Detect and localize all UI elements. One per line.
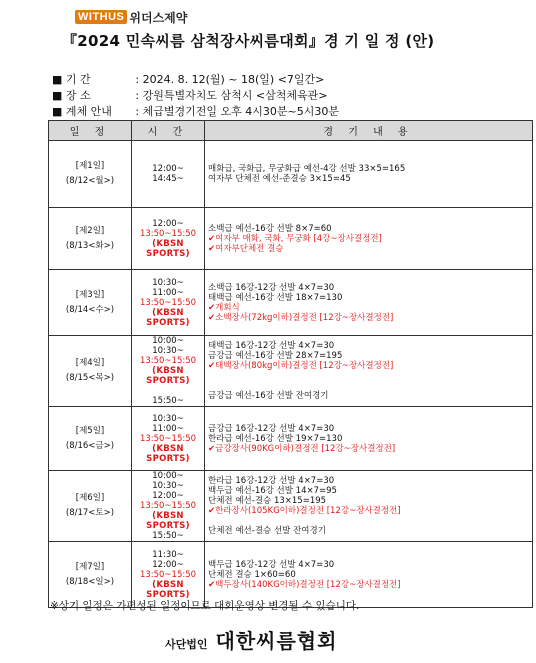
time-slot: 10:30~ [152, 277, 184, 288]
time-slot: 13:50~15:50 [139, 228, 197, 239]
table-row [49, 336, 533, 407]
time-cell [132, 141, 205, 208]
check-icon: ✔ [208, 302, 216, 313]
event-text: 소백장사(72kg이하)결정전 [12강~장사결정전] [215, 312, 394, 323]
spacer [132, 386, 204, 396]
event-text: 한라급 16강-12강 선발 4×7=30 [208, 476, 335, 486]
info-weighin [52, 103, 339, 119]
content-cell [205, 336, 533, 407]
event-line [208, 244, 532, 254]
event-line [208, 341, 532, 351]
day-label: [제4일] [75, 358, 105, 368]
logo-brand: WITHUS [75, 10, 127, 24]
day-date: (8/12<월>) [65, 176, 115, 186]
event-text: 한라장사(105KG이하)결정전 [12강~장사결정전] [215, 506, 401, 516]
footer [165, 625, 337, 654]
day-cell [49, 141, 132, 208]
event-line [208, 283, 532, 293]
time-cell [132, 270, 205, 336]
info-period [52, 71, 324, 87]
page-title: 『2024 민속씨름 삼척장사씨름대회』경 기 일 정 (안) [62, 32, 435, 50]
event-text: 금강급 16강-12강 선발 4×7=30 [208, 423, 335, 434]
footer-org-type: 사단법인 [165, 638, 208, 651]
table-row [49, 407, 533, 471]
table-row [49, 471, 533, 542]
footer-org-name: 대한씨름협회 [215, 629, 338, 653]
day-label: [제1일] [75, 161, 105, 171]
check-icon: ✔ [208, 233, 216, 244]
day-cell [49, 270, 132, 336]
info-value: : 체급별경기전일 오후 4시30분~5시30분 [135, 105, 339, 118]
event-line [208, 361, 532, 371]
info-label: 기 간 [65, 73, 91, 86]
event-text: 소백급 예선-16강 선발 8×7=60 [208, 223, 332, 234]
content-cell [205, 471, 533, 542]
time-slot: 11:00~ [152, 287, 184, 298]
time-slot: 10:30~ [152, 413, 184, 424]
logo [75, 6, 187, 28]
disclaimer-note: ※상기 일정은 가편성된 일정이므로 대회운영상 변경될 수 있습니다. [50, 600, 360, 612]
event-text: 단체전 결승 1×60=60 [208, 569, 296, 580]
event-line [208, 506, 532, 516]
day-label: [제2일] [75, 225, 105, 236]
event-line [208, 164, 532, 174]
broadcast-label: (KBSN SPORTS) [146, 443, 190, 464]
time-slot: 12:00~ [152, 164, 184, 174]
day-label: [제3일] [75, 289, 105, 300]
table-row [49, 270, 533, 336]
time-slot: 13:50~15:50 [139, 501, 197, 511]
event-line [208, 526, 532, 536]
time-slot: 12:00~ [152, 559, 184, 570]
day-label: [제7일] [75, 561, 105, 572]
event-text: 태백급 16강-12강 선발 4×7=30 [208, 341, 335, 351]
info-value: : 강원특별자치도 삼척시 <삼척체육관> [135, 89, 328, 102]
day-date: (8/14<수>) [65, 304, 115, 315]
check-icon: ✔ [208, 312, 216, 323]
day-cell [49, 208, 132, 270]
event-text: 백두장사(140KG이하)결정전 [12강~장사결정전] [215, 579, 401, 590]
event-text: 백두급 예선-16강 선발 14×7=95 [208, 486, 337, 496]
event-line [208, 174, 532, 184]
event-text: 매화급, 국화급, 무궁화급 예선-4강 선발 33×5=165 [208, 164, 406, 174]
event-text: 백두급 16강-12강 선발 4×7=30 [208, 559, 335, 570]
time-cell [132, 407, 205, 471]
event-line [208, 560, 532, 570]
day-cell [49, 471, 132, 542]
check-icon: ✔ [208, 443, 216, 454]
day-date: (8/18<일>) [65, 576, 115, 587]
bullet-icon: ■ [52, 73, 63, 86]
event-line [208, 391, 532, 401]
day-cell [49, 407, 132, 471]
check-icon: ✔ [208, 579, 216, 590]
time-slot: 14:45~ [152, 174, 184, 184]
time-slot: 13:50~15:50 [139, 569, 197, 580]
time-slot: 15:50~ [152, 531, 184, 541]
event-text: 단체전 예선-결승 13×15=195 [208, 496, 327, 506]
logo-korean: 위더스제약 [129, 10, 188, 25]
check-icon: ✔ [208, 506, 216, 516]
event-text: 태백장사(80kg이하)결정전 [12강~장사결정전] [215, 361, 394, 371]
time-slot: 10:00~ [152, 471, 184, 481]
time-slot: 13:50~15:50 [139, 297, 197, 308]
event-text: 금강장사(90KG이하)결정전 [12강~장사결정전] [215, 443, 396, 454]
content-cell [205, 270, 533, 336]
broadcast-label: (KBSN SPORTS) [146, 511, 190, 531]
time-slot: 13:50~15:50 [139, 356, 197, 366]
event-text: 금강급 예선-16강 선발 28×7=195 [208, 351, 343, 361]
check-icon: ✔ [208, 361, 216, 371]
day-date: (8/16<금>) [65, 440, 115, 451]
event-line [208, 224, 532, 234]
bullet-icon: ■ [52, 89, 63, 102]
time-slot: 10:00~ [152, 336, 184, 346]
table-row [49, 141, 533, 208]
content-cell [205, 208, 533, 270]
event-line [208, 476, 532, 486]
broadcast-label: (KBSN SPORTS) [146, 307, 190, 328]
event-line [208, 580, 532, 590]
event-line [208, 570, 532, 580]
header-date: 일 정 [49, 121, 132, 141]
event-line [208, 444, 532, 454]
header-content: 경 기 내 용 [205, 121, 533, 141]
content-cell [205, 141, 533, 208]
time-slot: 12:00~ [152, 218, 184, 229]
bullet-icon: ■ [52, 105, 63, 118]
content-cell [205, 407, 533, 471]
event-text: 소백급 16강-12강 선발 4×7=30 [208, 282, 335, 293]
event-line [208, 424, 532, 434]
event-line [208, 313, 532, 323]
schedule-body [49, 141, 533, 608]
event-text: 여자부 매화, 국화, 무궁화 [4강~장사결정전] [215, 233, 382, 244]
time-slot: 12:00~ [152, 491, 184, 501]
event-line [208, 234, 532, 244]
time-slot: 13:50~15:50 [139, 433, 197, 444]
info-label: 계체 안내 [65, 105, 112, 118]
info-venue [52, 87, 327, 103]
schedule-table [48, 120, 533, 608]
day-date: (8/13<화>) [65, 240, 115, 251]
event-line [208, 303, 532, 313]
header-time: 시 간 [132, 121, 205, 141]
event-line [208, 434, 532, 444]
time-cell [132, 208, 205, 270]
time-cell [132, 336, 205, 407]
event-line [208, 486, 532, 496]
spacer [208, 516, 532, 526]
event-text: 여자부 단체전 예선-준결승 3×15=45 [208, 174, 351, 184]
day-cell [49, 336, 132, 407]
day-label: [제5일] [75, 425, 105, 436]
info-label: 장 소 [65, 89, 91, 102]
spacer [208, 381, 532, 391]
check-icon: ✔ [208, 243, 216, 254]
time-slot: 10:30~ [152, 346, 184, 356]
broadcast-label: (KBSN SPORTS) [146, 238, 190, 259]
event-text: 단체전 예선-결승 선발 잔여경기 [208, 526, 326, 536]
table-header-row [49, 121, 533, 141]
time-slot: 10:30~ [152, 481, 184, 491]
event-line [208, 496, 532, 506]
broadcast-label: (KBSN SPORTS) [146, 366, 190, 386]
table-row [49, 208, 533, 270]
event-text: 태백급 예선-16강 선발 18×7=130 [208, 292, 343, 303]
day-date: (8/17<토>) [65, 508, 115, 518]
spacer [208, 371, 532, 381]
broadcast-label: (KBSN SPORTS) [146, 579, 190, 600]
day-date: (8/15<목>) [65, 373, 115, 383]
event-line [208, 351, 532, 361]
time-cell [132, 471, 205, 542]
time-slot: 15:50~ [152, 396, 184, 406]
event-text: 한라급 예선-16강 선발 19×7=130 [208, 433, 343, 444]
day-label: [제6일] [75, 493, 105, 503]
event-text: 금강급 예선-16강 선발 잔여경기 [208, 391, 329, 401]
event-text: 여자부단체전 결승 [215, 243, 284, 254]
event-text: 개회식 [215, 302, 240, 313]
event-line [208, 293, 532, 303]
time-slot: 11:30~ [152, 549, 184, 560]
info-value: : 2024. 8. 12(월) ~ 18(일) <7일간> [135, 73, 325, 86]
time-slot: 11:00~ [152, 423, 184, 434]
